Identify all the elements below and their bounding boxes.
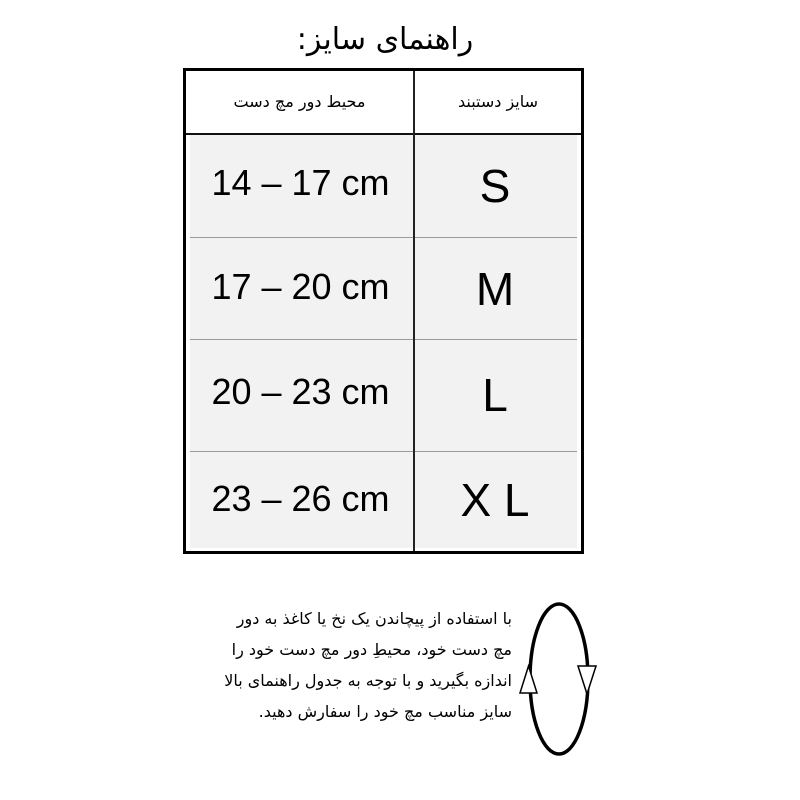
instruction-line: اندازه بگیرید و با توجه به جدول راهنمای بالا — [224, 671, 512, 690]
range-cell: 14 – 17 cm — [211, 162, 390, 203]
page-title: راهنمای سایز: — [296, 22, 474, 57]
table-header — [186, 71, 581, 135]
header-wrist-circumference: محیط دور مچ دست — [233, 92, 366, 111]
range-cell: 20 – 23 cm — [211, 371, 390, 412]
size-cell: S — [479, 160, 511, 212]
instruction-line: مچ دست خود، محیطِ دور مچ دست خود را — [231, 640, 512, 659]
table-row — [190, 135, 577, 237]
table-row — [190, 238, 577, 339]
size-cell: M — [475, 263, 515, 315]
range-cell: 23 – 26 cm — [211, 478, 390, 519]
table-row — [190, 340, 577, 451]
table-row — [190, 452, 577, 548]
size-cell: X L — [460, 474, 530, 526]
column-divider — [413, 71, 415, 551]
header-bracelet-size: سایز دستبند — [457, 92, 539, 111]
range-cell: 17 – 20 cm — [211, 266, 390, 307]
size-cell: L — [482, 369, 508, 421]
instruction-line: با استفاده از پیچاندن یک نخ یا کاغذ به دور — [236, 609, 512, 628]
instruction-line: سایز مناسب مچ خود را سفارش دهید. — [258, 702, 512, 721]
measurement-instructions — [180, 603, 512, 727]
size-guide-table — [183, 68, 584, 554]
table-body — [190, 135, 577, 548]
measuring-loop-icon — [514, 600, 604, 758]
